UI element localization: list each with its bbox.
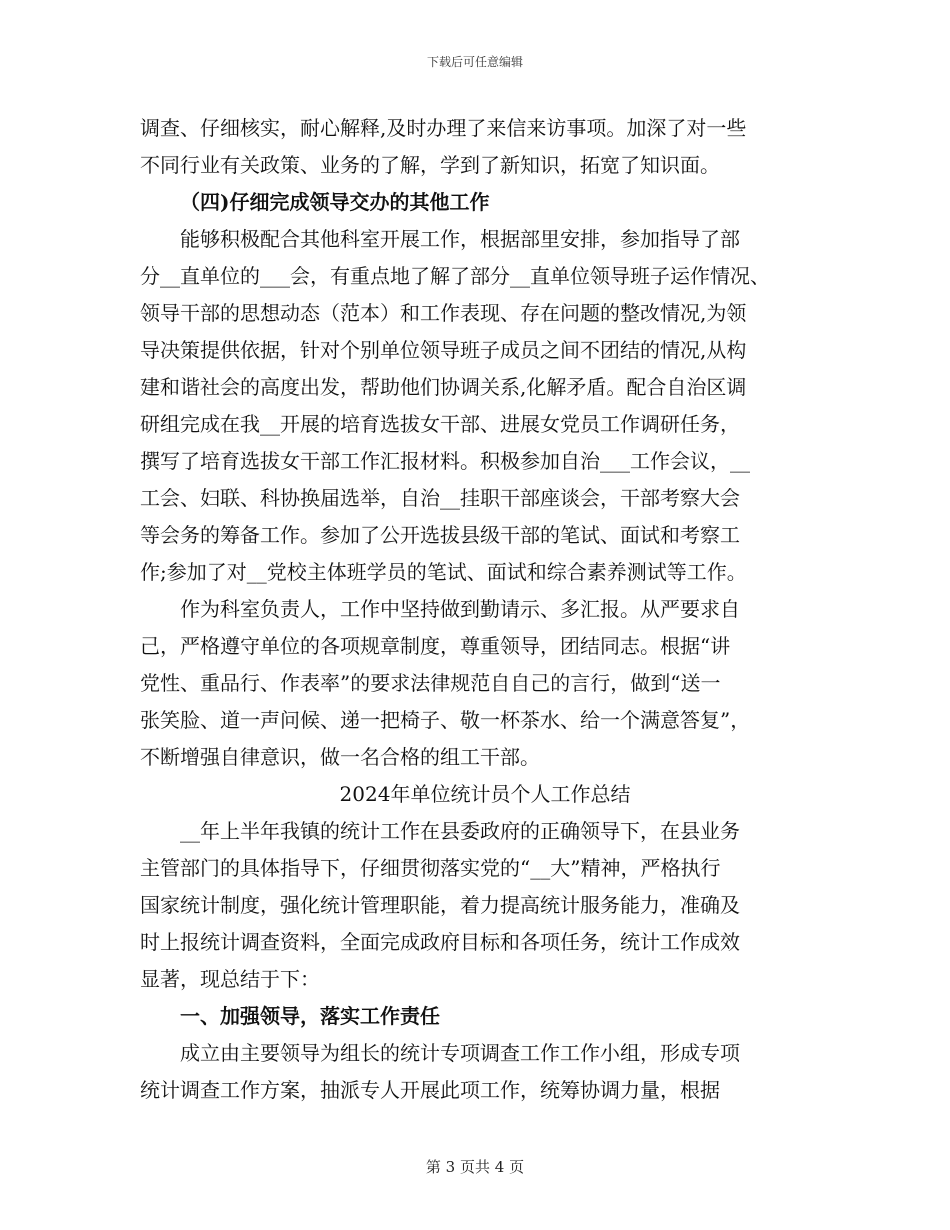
text-line: 党性、重品行、作表率”的要求法律规范自自己的言行，做到“送一 <box>140 671 721 695</box>
text-line: 工会、妇联、科协换届选举，自治__挂职干部座谈会，干部考察大会 <box>140 486 740 510</box>
text-line: 分__直单位的___会，有重点地了解了部分__直单位领导班子运作情况、 <box>140 264 770 288</box>
text-line: 研组完成在我__开展的培育选拔女干部、进展女党员工作调研任务， <box>140 412 740 436</box>
text-line: 己，严格遵守单位的各项规章制度，尊重领导，团结同志。根据“讲 <box>140 634 731 658</box>
text-line: 显著，现总结于下： <box>140 967 320 991</box>
page-footer: 第 3 页共 4 页 <box>425 1158 525 1176</box>
text-line: 建和谐社会的高度出发，帮助他们协调关系,化解矛盾。配合自治区调 <box>140 375 747 399</box>
text-line: __年上半年我镇的统计工作在县委政府的正确领导下，在县业务 <box>180 819 740 843</box>
text-line: 能够积极配合其他科室开展工作，根据部里安排，参加指导了部 <box>180 227 740 251</box>
text-line: 主管部门的具体指导下，仔细贯彻落实党的“__大”精神，严格执行 <box>140 856 721 880</box>
text-line: 张笑脸、道一声问候、递一把椅子、敬一杯茶水、给一个满意答复”， <box>140 708 751 732</box>
section-heading: （四)仔细完成领导交办的其他工作 <box>180 190 490 214</box>
text-line: 不同行业有关政策、业务的了解，学到了新知识，拓宽了知识面。 <box>140 153 720 177</box>
text-line: 调查、仔细核实，耐心解释,及时办理了来信来访事项。加深了对一些 <box>140 116 747 140</box>
text-line: 不断增强自律意识，做一名合格的组工干部。 <box>140 745 540 769</box>
text-line: 领导干部的思想动态（范本）和工作表现、存在问题的整改情况,为领 <box>140 301 747 325</box>
text-line: 时上报统计调查资料，全面完成政府目标和各项任务，统计工作成效 <box>140 930 740 954</box>
text-line: 成立由主要领导为组长的统计专项调查工作工作小组，形成专项 <box>180 1041 740 1065</box>
text-line: 作为科室负责人，工作中坚持做到勤请示、多汇报。从严要求自 <box>180 597 740 621</box>
section-heading: 一、加强领导，落实工作责任 <box>180 1004 440 1028</box>
text-line: 等会务的筹备工作。参加了公开选拔县级干部的笔试、面试和考察工 <box>140 523 740 547</box>
text-line: 国家统计制度，强化统计管理职能，着力提高统计服务能力，准确及 <box>140 893 740 917</box>
document-body <box>140 110 830 1109</box>
text-line: 统计调查工作方案，抽派专人开展此项工作，统筹协调力量，根据 <box>140 1078 720 1102</box>
text-line: 撰写了培育选拔女干部工作汇报材料。积极参加自治___工作会议，__ <box>140 449 750 473</box>
text-line: 导决策提供依据，针对个别单位领导班子成员之间不团结的情况,从构 <box>140 338 747 362</box>
text-line: 作;参加了对__党校主体班学员的笔试、面试和综合素养测试等工作。 <box>140 560 747 584</box>
page-header: 下载后可任意编辑 <box>426 55 523 69</box>
document-title: 2024年单位统计员个人工作总结 <box>339 782 631 806</box>
